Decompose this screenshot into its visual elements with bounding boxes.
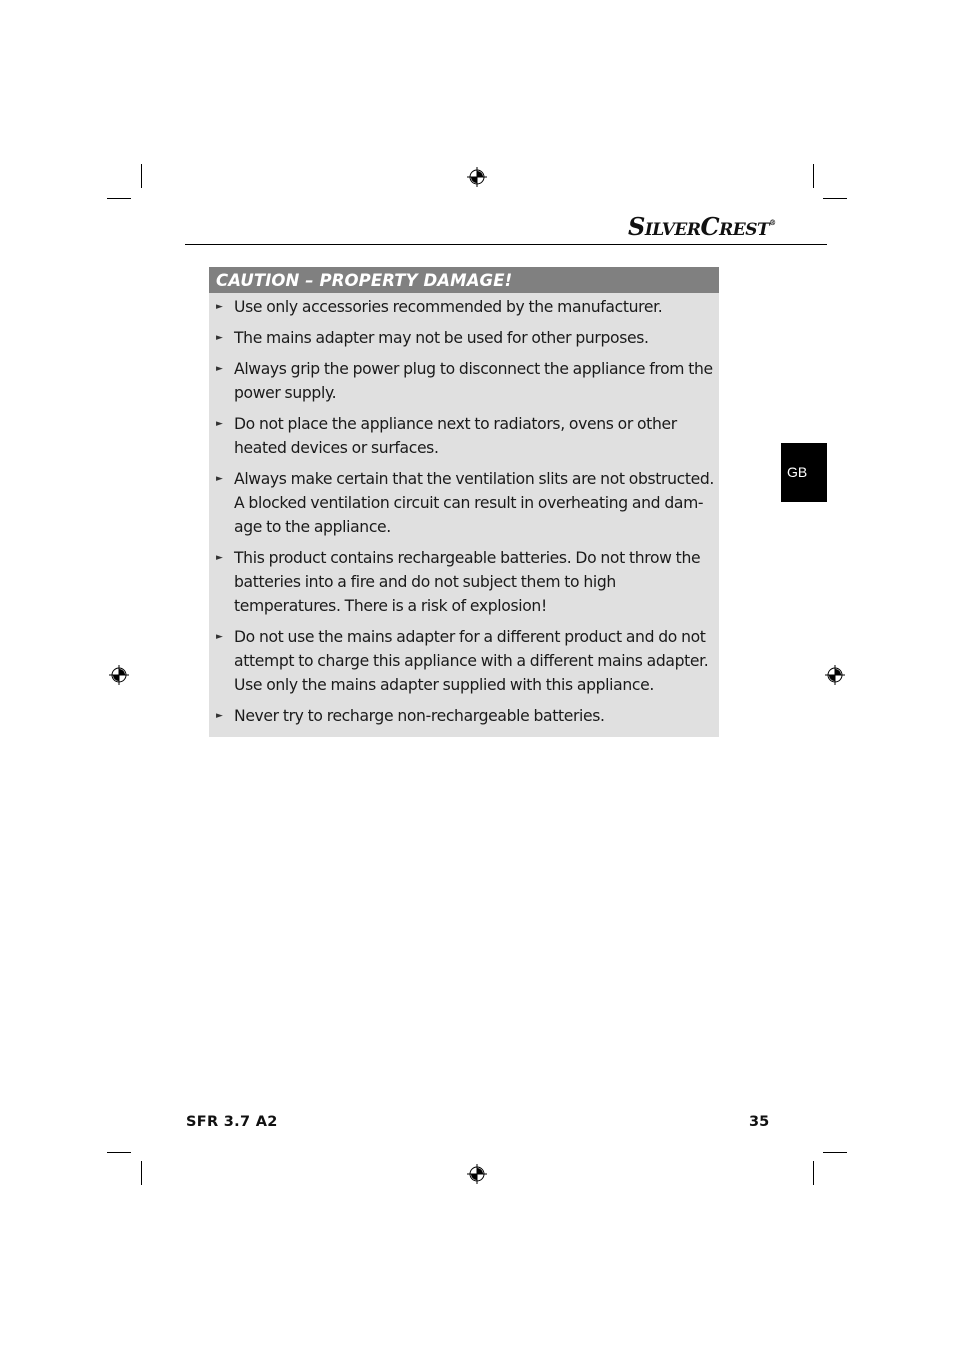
crop-mark (813, 1161, 814, 1185)
bullet-arrow-icon: ► (216, 474, 223, 484)
bullet-arrow-icon: ► (216, 333, 223, 343)
bullet-arrow-icon: ► (216, 711, 223, 721)
list-item: ► The mains adapter may not be used for other purposes. (209, 326, 719, 350)
bullet-arrow-icon: ► (216, 419, 223, 429)
header-rule (185, 244, 827, 245)
crop-mark (107, 198, 131, 199)
silvercrest-logo: SILVERCREST® (628, 212, 776, 241)
list-item: ► Do not use the mains adapter for a different product and do not attempt to charge this appliance with a different mains adapter. Use only the mains adapter supplied with this appliance. (209, 625, 719, 697)
crop-mark (823, 198, 847, 199)
crop-mark (813, 164, 814, 188)
bullet-arrow-icon: ► (216, 632, 223, 642)
registration-mark-icon (467, 167, 487, 187)
bullet-arrow-icon: ► (216, 302, 223, 312)
bullet-arrow-icon: ► (216, 364, 223, 374)
registration-mark-icon (825, 665, 845, 685)
list-item: ► Use only accessories recommended by the manufacturer. (209, 295, 719, 319)
page-number: 35 (749, 1114, 770, 1130)
registration-mark-icon (467, 1164, 487, 1184)
caution-box (209, 267, 719, 737)
crop-mark (141, 164, 142, 188)
footer-model: SFR 3.7 A2 (186, 1114, 278, 1130)
registration-mark-icon (109, 665, 129, 685)
caution-title: CAUTION – PROPERTY DAMAGE! (209, 267, 719, 293)
bullet-arrow-icon: ► (216, 553, 223, 563)
language-tab: GB (781, 443, 827, 502)
list-item: ► Never try to recharge non-rechargeable batteries. (209, 704, 719, 728)
caution-list (209, 293, 719, 728)
list-item: ► This product contains rechargeable batteries. Do not throw the batteries into a fire and do not subject them to high temperatures. There is a risk of explosion! (209, 546, 719, 618)
crop-mark (141, 1161, 142, 1185)
list-item: ► Do not place the appliance next to radiators, ovens or other heated devices or surfaces. (209, 412, 719, 460)
crop-mark (107, 1152, 131, 1153)
crop-mark (823, 1152, 847, 1153)
list-item: ► Always make certain that the ventilation slits are not obstructed. A blocked ventilation circuit can result in overheating and dam-age to the appliance. (209, 467, 719, 539)
list-item: ► Always grip the power plug to disconnect the appliance from the power supply. (209, 357, 719, 405)
